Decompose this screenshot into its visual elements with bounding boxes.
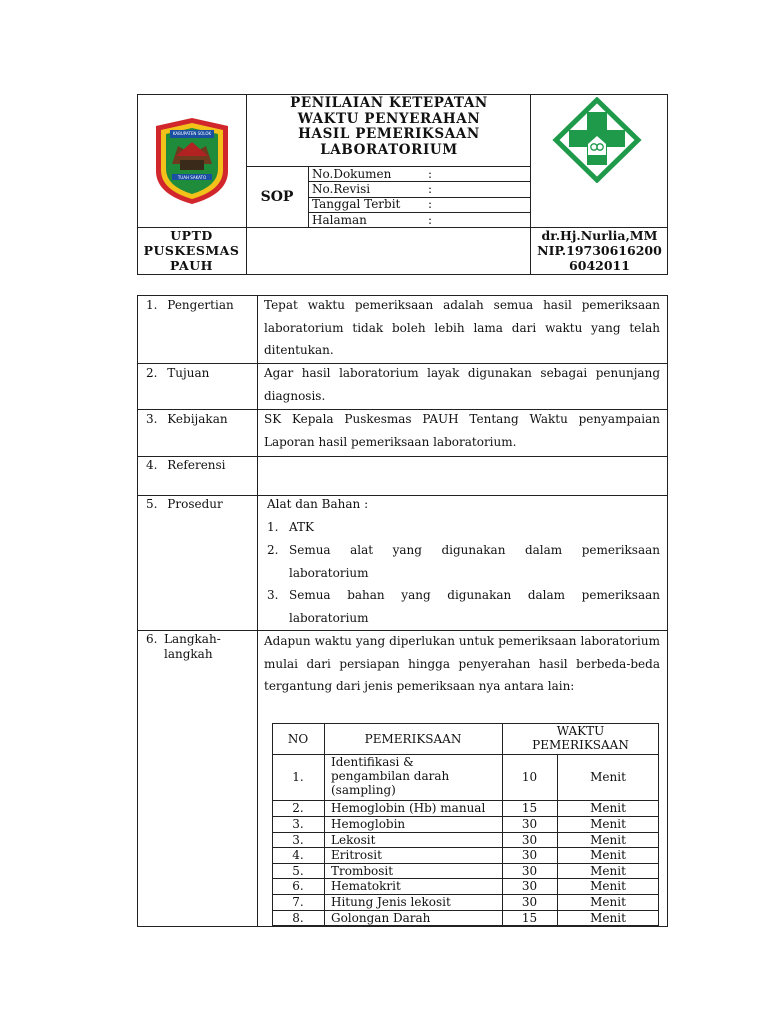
exam-unit: Menit (590, 817, 626, 831)
exam-name (331, 755, 501, 797)
exam-no: 1. (292, 770, 304, 784)
meta-separator: : (428, 182, 433, 196)
exam-name: Hemoglobin (331, 817, 406, 831)
sop-label: SOP (260, 189, 294, 205)
section-number: 3. (146, 412, 158, 426)
column-divider (257, 295, 258, 927)
exam-name: Hematokrit (331, 879, 401, 893)
exam-unit: Menit (590, 833, 626, 847)
item-number: 1. (267, 520, 279, 534)
exam-no: 2. (292, 801, 304, 815)
item-text: Semua bahan yang digunakan dalam pemeriksaan laboratorium (289, 588, 660, 625)
section-text: SK Kepala Puskesmas PAUH Tentang Waktu penyampaian Laporan hasil pemeriksaan laboratorium. (264, 412, 660, 449)
emblem-bottom-text: TUAH SAKATO (177, 175, 207, 180)
exam-value: 10 (521, 770, 538, 784)
exam-no: 7. (292, 895, 304, 909)
exam-name-line: pengambilan darah (331, 769, 450, 783)
section-label (146, 493, 223, 515)
exam-no: 3. (292, 833, 304, 847)
section-title: Kebijakan (167, 412, 228, 426)
procedure-intro: Alat dan Bahan : (267, 497, 369, 511)
item-text: ATK (289, 520, 314, 534)
item-text: Semua alat yang digunakan dalam pemeriksaan laboratorium (289, 543, 660, 580)
unit-name (137, 228, 246, 273)
exam-value: 30 (521, 879, 538, 893)
exam-value: 30 (521, 848, 538, 862)
exam-unit: Menit (590, 770, 626, 784)
exam-name-line: (sampling) (331, 783, 396, 797)
exam-header-no: NO (287, 732, 309, 746)
section-number: 4. (146, 458, 158, 472)
section-title: langkah (164, 647, 213, 661)
exam-name: Golongan Darah (331, 911, 431, 925)
meta-label: Halaman (312, 213, 367, 227)
exam-header-time-line: PEMERIKSAAN (532, 738, 629, 752)
exam-unit: Menit (590, 879, 626, 893)
exam-no: 8. (292, 911, 304, 925)
emblem-top-text: KABUPATEN SOLOK (172, 131, 212, 136)
exam-value: 30 (521, 833, 538, 847)
section-number: 5. (146, 497, 158, 511)
meta-label: No.Dokumen (312, 167, 392, 181)
unit-line: PUSKESMAS (143, 243, 240, 258)
meta-label: No.Revisi (312, 182, 371, 196)
exam-unit: Menit (590, 848, 626, 862)
signatory (531, 228, 668, 273)
section-label (146, 362, 209, 384)
exam-unit: Menit (590, 801, 626, 815)
exam-name: Hemoglobin (Hb) manual (331, 801, 486, 815)
section-number: 6. (146, 632, 158, 646)
meta-separator: : (428, 213, 433, 227)
header-divider (246, 94, 247, 275)
item-number: 3. (267, 588, 279, 602)
exam-unit: Menit (590, 895, 626, 909)
meta-row (312, 167, 527, 182)
section-title: Langkah- (164, 632, 221, 646)
title-line: PENILAIAN KETEPATAN (290, 95, 488, 111)
exam-name: Trombosit (331, 864, 394, 878)
exam-header-exam: PEMERIKSAAN (364, 732, 462, 746)
unit-line: UPTD (170, 228, 213, 243)
exam-value: 30 (521, 817, 538, 831)
title-line: HASIL PEMERIKSAAN (298, 126, 480, 142)
section-label (146, 408, 228, 430)
item-number: 2. (267, 543, 279, 557)
exam-no: 5. (292, 864, 304, 878)
signatory-nip-cont: 6042011 (569, 258, 630, 273)
section-label (146, 454, 226, 476)
title-line: WAKTU PENYERAHAN (297, 110, 481, 127)
signatory-name: dr.Hj.Nurlia,MM (541, 228, 658, 243)
procedure-item (267, 584, 660, 629)
meta-label: Tanggal Terbit (312, 197, 401, 211)
section-text: Adapun waktu yang diperlukan untuk pemeriksaan laboratorium mulai dari persiapan hingga penyerahan hasil berbeda-beda tergantung dari jenis pemeriksaan nya antara lain: (264, 634, 660, 693)
exam-no: 4. (292, 848, 304, 862)
section-title: Prosedur (167, 497, 223, 511)
puskesmas-logo-icon (552, 97, 642, 183)
meta-row (312, 213, 527, 228)
exam-name: Lekosit (331, 833, 376, 847)
exam-unit: Menit (590, 864, 626, 878)
exam-no: 6. (292, 879, 304, 893)
section-number: 2. (146, 366, 158, 380)
section-title: Tujuan (167, 366, 210, 380)
exam-value: 30 (521, 895, 538, 909)
exam-value: 30 (521, 864, 538, 878)
kabupaten-emblem-icon (152, 116, 232, 206)
section-label (146, 294, 234, 316)
section-text: Tepat waktu pemeriksaan adalah semua hasil pemeriksaan laboratorium tidak boleh lebih lama dari waktu yang telah ditentukan. (264, 298, 660, 357)
title-line: LABORATORIUM (320, 141, 458, 158)
exam-name-line: Identifikasi & (331, 755, 414, 769)
meta-row (312, 182, 527, 197)
signatory-nip: NIP.19730616200 (537, 243, 662, 258)
exam-value: 15 (521, 801, 538, 815)
meta-row (312, 197, 527, 212)
exam-no: 3. (292, 817, 304, 831)
exam-unit: Menit (590, 911, 626, 925)
exam-header-time-line: WAKTU (556, 724, 605, 738)
meta-separator: : (428, 197, 433, 211)
section-title: Referensi (167, 458, 226, 472)
meta-separator: : (428, 167, 433, 181)
exam-value: 15 (521, 911, 538, 925)
page-title (248, 96, 530, 158)
section-number: 1. (146, 298, 158, 312)
exam-name: Eritrosit (331, 848, 382, 862)
section-title: Pengertian (167, 298, 234, 312)
procedure-item (267, 516, 660, 539)
exam-name: Hitung Jenis lekosit (331, 895, 451, 909)
section-text: Agar hasil laboratorium layak digunakan sebagai penunjang diagnosis. (264, 366, 660, 403)
procedure-item (267, 539, 660, 584)
unit-line: PAUH (170, 258, 213, 273)
exam-header-time (502, 724, 659, 752)
